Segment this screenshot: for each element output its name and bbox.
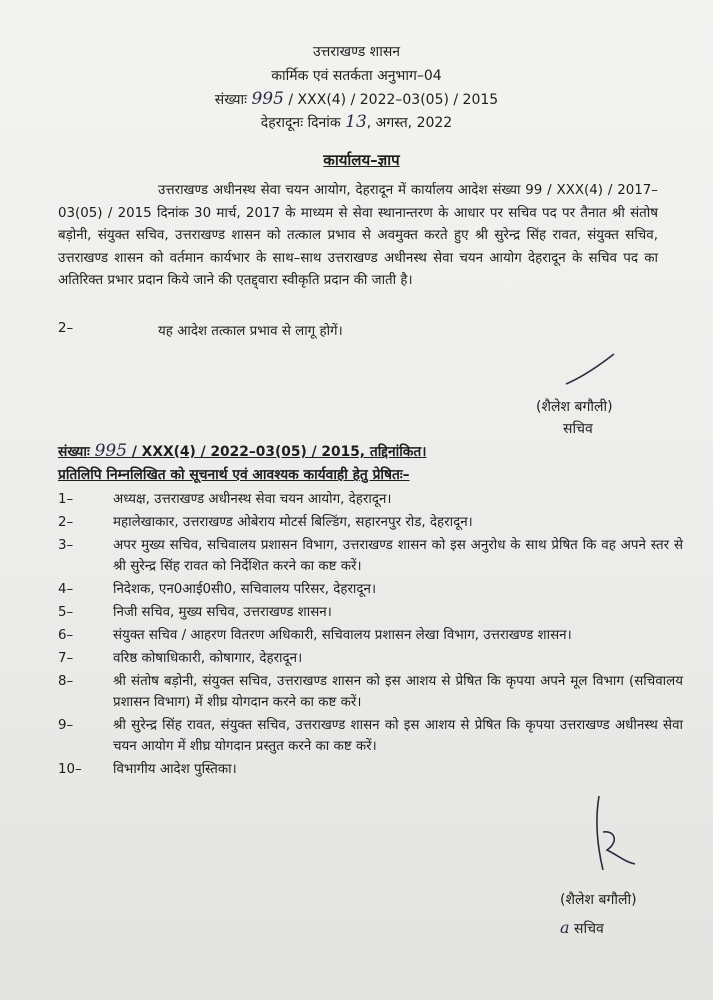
memo-title: कार्यालय–ज्ञाप [323,151,400,169]
signature-2-name: (शैलेश बगौली) [560,892,637,908]
list-item: 6– संयुक्त सचिव / आहरण वितरण अधिकारी, सचिवालय प्रशासन लेखा विभाग, उत्तराखण्ड शासन। [58,628,572,643]
copy-reference-number [58,441,678,461]
list-item: 1– अध्यक्ष, उत्तराखण्ड अधीनस्थ सेवा चयन आयोग, देहरादून। [58,492,392,507]
list-item: 8– श्री संतोष बड़ोनी, संयुक्त सचिव, उत्तराखण्ड शासन को इस आशय से प्रेषित कि कृपया अपने मूल विभाग (सचिवालय प्रशासन विभाग) में शीघ्र योगदान करने का कष्ट करें। [58,674,683,710]
para1-text: उत्तराखण्ड अधीनस्थ सेवा चयन आयोग, देहरादून में कार्यालय आदेश संख्या 99 / XXX(4) / 2017–03(05) / 2015 दिनांक 30 मार्च, 2017 के माध्यम से सेवा स्थानान्तरण के आधार पर सचिव पद पर तैनात श्री संतोष बड़ोनी, संयुक्त सचिव, उत्तराखण्ड शासन को तत्काल प्रभाव से अवमुक्त करते हुए श्री सुरेन्द्र सिंह रावत, संयुक्त सचिव, उत्तराखण्ड शासन को वर्तमान कार्यभार के साथ–साथ उत्तराखण्ड अधीनस्थ सेवा चयन आयोग देहरादून के सचिव पद का अतिरिक्त प्रभार प्रदान किये जाने की एतद्द्वारा स्वीकृति प्रदान की जाती है। [58,183,658,289]
signature-2-initial-handwritten: a [560,918,570,937]
list-item: 4– निदेशक, एन0आई0सी0, सचिवालय परिसर, देहरादून। [58,582,377,597]
copy-ref-prefix: संख्याः [58,444,90,460]
signature-1-name: (शैलेश बगौली) [536,399,613,415]
date-day-handwritten: 13 [345,112,367,132]
copy-heading: प्रतिलिपि निम्नलिखित को सूचनार्थ एवं आवश्यक कार्यवाही हेतु प्रेषितः– [58,467,410,483]
ref-prefix: संख्याः [214,92,248,108]
government-name: उत्तराखण्ड शासन [312,44,401,60]
department-name: कार्मिक एवं सतर्कता अनुभाग–04 [271,68,442,84]
ref-number-handwritten: 995 [251,89,284,109]
date-suffix: , अगस्त, 2022 [366,115,453,131]
reference-number [0,89,713,109]
list-item: 5– निजी सचिव, मुख्य सचिव, उत्तराखण्ड शासन। [58,605,332,620]
copy-recipient-list [58,489,683,782]
para2-text: यह आदेश तत्काल प्रभाव से लागू होगें। [158,324,343,339]
issue-date [0,112,713,132]
date-prefix: देहरादूनः दिनांक [260,115,341,131]
copy-ref-suffix: / XXX(4) / 2022–03(05) / 2015, तद्दिनांकित। [131,444,427,460]
list-item: 2– महालेखाकार, उत्तराखण्ड ओबेराय मोटर्स बिल्डिंग, सहारनपुर रोड, देहरादून। [58,515,473,530]
ref-suffix: / XXX(4) / 2022–03(05) / 2015 [288,92,499,108]
copy-ref-number-handwritten: 995 [94,441,128,461]
signature-2-scrawl-icon [585,790,645,880]
list-item: 3– अपर मुख्य सचिव, सचिवालय प्रशासन विभाग, उत्तराखण्ड शासन को इस अनुरोध के साथ प्रेषित कि वह अपने स्तर से श्री सुरेन्द्र सिंह रावत को निर्देशित करने का कष्ट करें। [58,538,683,574]
signature-1-designation: सचिव [563,421,593,437]
para2-number: 2– [58,321,74,336]
signature-2-designation-line [560,918,604,938]
body-paragraph-1 [58,180,658,293]
signature-2-designation: सचिव [574,921,604,937]
list-item: 9– श्री सुरेन्द्र सिंह रावत, संयुक्त सचिव, उत्तराखण्ड शासन को इस आशय से प्रेषित कि कृपया उत्तराखण्ड अधीनस्थ सेवा चयन आयोग में शीघ्र योगदान प्रस्तुत करने का कष्ट करें। [58,718,683,754]
signature-1-scrawl-icon [560,350,620,390]
list-item: 10– विभागीय आदेश पुस्तिका। [58,762,237,777]
list-item: 7– वरिष्ठ कोषाधिकारी, कोषागार, देहरादून। [58,651,303,666]
